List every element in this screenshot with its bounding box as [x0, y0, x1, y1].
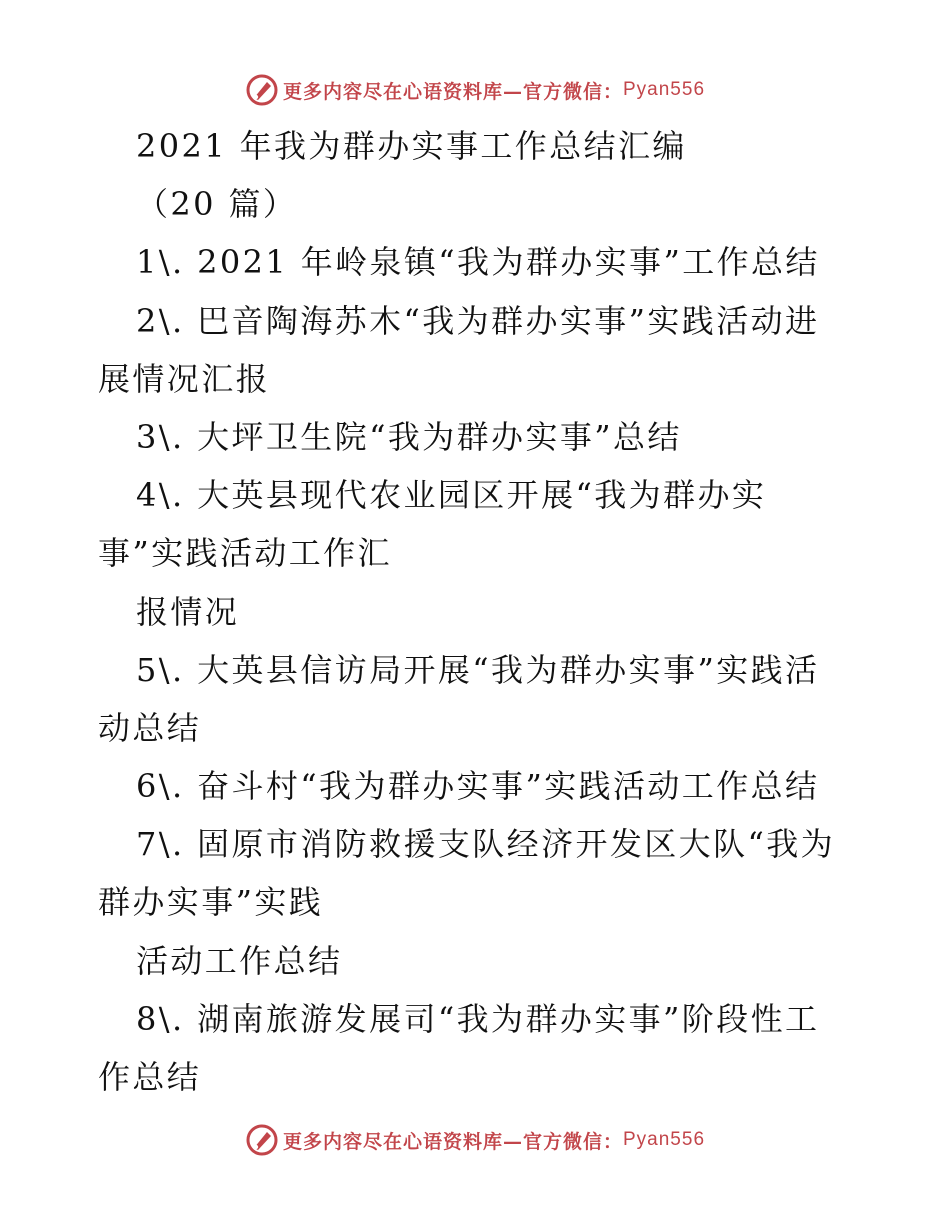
watermark-brand: Pyan556	[623, 1129, 706, 1150]
watermark-text: 更多内容尽在心语资料库—官方微信：	[282, 1130, 623, 1153]
list-item: 8\. 湖南旅游发展司“我为群办实事”阶段性工	[136, 999, 820, 1038]
list-item: 2\. 巴音陶海苏木“我为群办实事”实践活动进	[136, 301, 820, 340]
list-item-continuation: 展情况汇报	[98, 359, 271, 398]
footer-watermark	[0, 1120, 950, 1160]
watermark-text: 更多内容尽在心语资料库—官方微信：	[282, 80, 623, 103]
list-item-continuation: 群办实事”实践	[98, 883, 324, 922]
document-subtitle: （20 篇）	[136, 185, 298, 224]
list-item-continuation: 报情况	[136, 592, 240, 631]
document-body	[98, 117, 858, 1106]
watermark-brand: Pyan556	[623, 79, 706, 100]
list-item: 3\. 大坪卫生院“我为群办实事”总结	[136, 417, 682, 456]
pen-circle-logo-icon	[245, 73, 279, 107]
document-title: 2021 年我为群办实事工作总结汇编	[136, 127, 687, 165]
header-watermark	[0, 70, 950, 110]
pen-circle-logo-icon	[245, 1123, 279, 1157]
list-item: 6\. 奋斗村“我为群办实事”实践活动工作总结	[136, 767, 820, 806]
list-item: 4\. 大英县现代农业园区开展“我为群办实	[136, 476, 767, 515]
list-item-continuation: 动总结	[98, 708, 202, 747]
list-item: 1\. 2021 年岭泉镇“我为群办实事”工作总结	[136, 243, 820, 282]
list-item: 7\. 固原市消防救援支队经济开发区大队“我为	[136, 825, 836, 864]
list-item-continuation: 活动工作总结	[136, 941, 343, 980]
list-item: 5\. 大英县信访局开展“我为群办实事”实践活	[136, 650, 820, 689]
list-item-continuation: 事”实践活动工作汇	[98, 534, 392, 573]
list-item-continuation: 作总结	[98, 1058, 202, 1096]
